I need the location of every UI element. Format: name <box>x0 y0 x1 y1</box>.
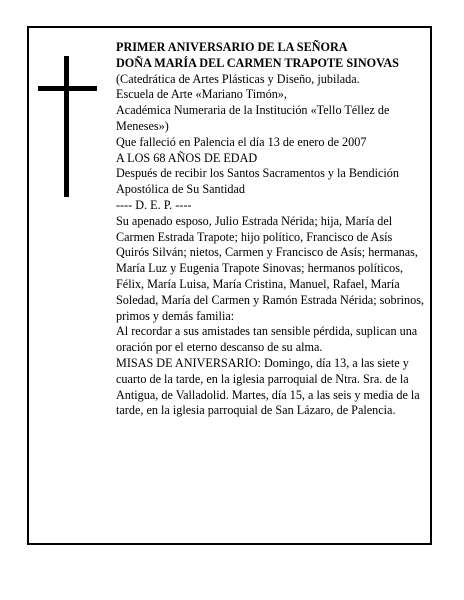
credentials-line-3: Académica Numeraria de la Institución «Tello Téllez de Meneses») <box>116 103 390 133</box>
request-paragraph: Al recordar a sus amistades tan sensible pérdida, suplican una oración por el eterno descanso de su alma. <box>116 324 418 355</box>
cross-vertical-bar <box>64 56 69 197</box>
credentials-line-1: (Catedrática de Artes Plásticas y Diseño, jubilada. <box>116 71 360 86</box>
family-paragraph: Su apenado esposo, Julio Estrada Nérida; hija, María del Carmen Estrada Trapote; hijo político, Francisco de Asís Quirós Silván; nietos, Carmen y Francisco de Asís; hermanas, María Luz y Eugenia Trapote Sinovas; hermanos políticos, Félix, María Luisa, María Cristina, Manuel, Rafael, María Soledad, María del Carmen y Ramón Estrada Nérida; sobrinos, primos y demás familia: <box>116 213 424 323</box>
rip-line: ---- D. E. P. ---- <box>116 197 192 212</box>
masses-paragraph: MISAS DE ANIVERSARIO: Domingo, día 13, a las siete y cuarto de la tarde, en la iglesia parroquial de Ntra. Sra. de la Antigua, de Valladolid. Martes, día 15, a las seis y media de la tarde, en la iglesia parroquial de San Lázaro, de Palencia. <box>116 355 420 418</box>
death-info: Que falleció en Palencia el día 13 de enero de 2007 <box>116 134 367 149</box>
cross-horizontal-bar <box>38 86 97 91</box>
title-line-2: DOÑA MARÍA DEL CARMEN TRAPOTE SINOVAS <box>116 55 399 70</box>
title-line-1: PRIMER ANIVERSARIO DE LA SEÑORA <box>116 40 348 54</box>
age-line: A LOS 68 AÑOS DE EDAD <box>116 150 258 165</box>
obituary-text <box>116 40 426 419</box>
credentials-line-2: Escuela de Arte «Mariano Timón», <box>116 87 287 102</box>
sacraments-line: Después de recibir los Santos Sacramentos y la Bendición Apostólica de Su Santidad <box>116 166 399 197</box>
